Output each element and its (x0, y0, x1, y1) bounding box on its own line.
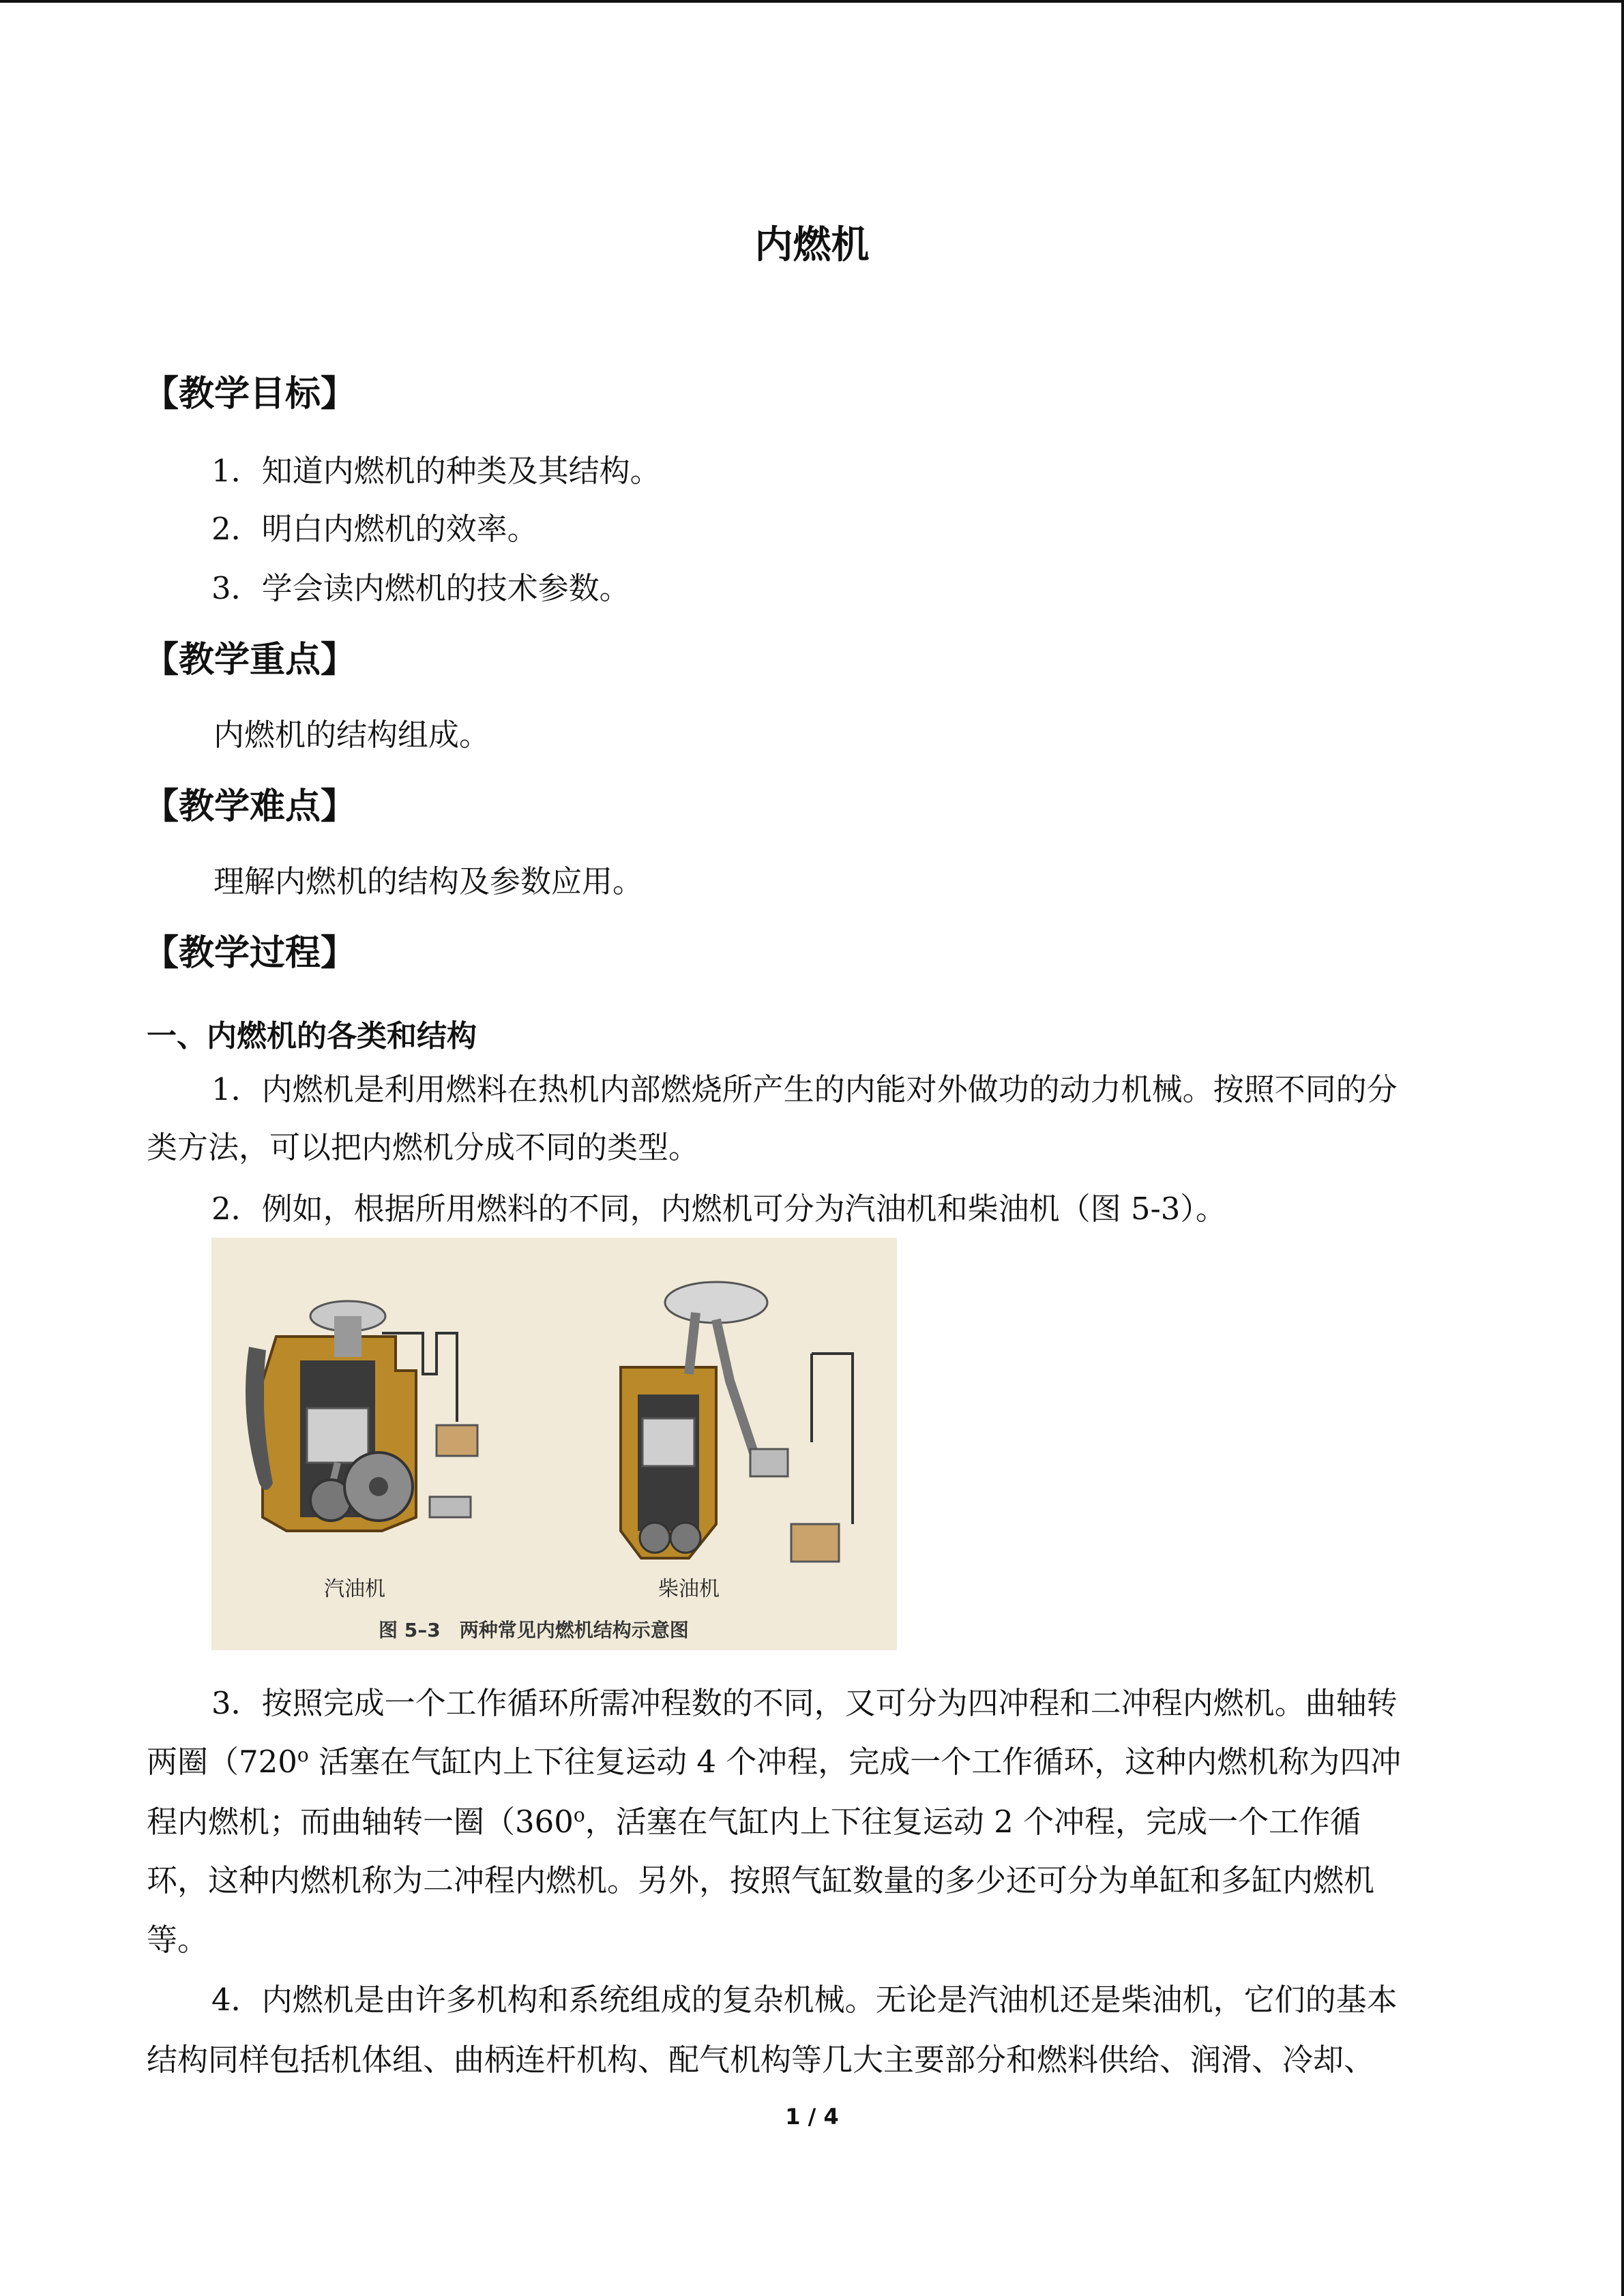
difficulty-heading: 【教学难点】 (143, 786, 357, 827)
paragraph-3-line-2: 两圈（720$^o$ 活塞在气缸内上下往复运动 4 个冲程，完成一个工作循环，这种内燃机称为四冲 (147, 1744, 1402, 1780)
paragraph-3-line-3: 程内燃机；而曲轴转一圈（360$^o$，活塞在气缸内上下往复运动 2 个冲程，完成一个工作循 (147, 1804, 1361, 1840)
paragraph-1-line-1: 1．内燃机是利用燃料在热机内部燃烧所产生的内能对外做功的动力机械。按照不同的分 (211, 1071, 1398, 1107)
difficulty-text: 理解内燃机的结构及参数应用。 (213, 863, 644, 899)
key-text: 内燃机的结构组成。 (213, 717, 490, 753)
figure-label-diesel: 柴油机 (658, 1577, 720, 1601)
paragraph-4-line-1: 4．内燃机是由许多机构和系统组成的复杂机械。无论是汽油机还是柴油机，它们的基本 (211, 1982, 1398, 2018)
page-number: 1 / 4 (785, 2104, 839, 2130)
goal-item: 3．学会读内燃机的技术参数。 (211, 570, 630, 606)
page-title: 内燃机 (754, 223, 870, 267)
key-heading: 【教学重点】 (143, 640, 357, 681)
paragraph-3-line-5: 等。 (147, 1922, 209, 1958)
figure-label-gasoline: 汽油机 (324, 1577, 385, 1601)
paragraph-1-line-2: 类方法，可以把内燃机分成不同的类型。 (147, 1129, 700, 1165)
paragraph-3-line-1: 3．按照完成一个工作循环所需冲程数的不同，又可分为四冲程和二冲程内燃机。曲轴转 (211, 1685, 1398, 1721)
process-heading: 【教学过程】 (143, 933, 357, 974)
engine-figure (211, 1238, 897, 1650)
paragraph-4-line-2: 结构同样包括机体组、曲柄连杆机构、配气机构等几大主要部分和燃料供给、润滑、冷却、 (147, 2042, 1375, 2078)
section-subheading: 一、内燃机的各类和结构 (147, 1019, 477, 1054)
engine-diagram (211, 1238, 897, 1650)
paragraph-3-line-4: 环，这种内燃机称为二冲程内燃机。另外，按照气缸数量的多少还可分为单缸和多缸内燃机 (147, 1862, 1375, 1898)
paragraph-2: 2．例如，根据所用燃料的不同，内燃机可分为汽油机和柴油机（图 5-3）。 (211, 1191, 1226, 1227)
goal-item: 1．知道内燃机的种类及其结构。 (211, 453, 661, 489)
page-right-border (1621, 0, 1624, 2296)
goal-item: 2．明白内燃机的效率。 (211, 511, 538, 547)
page-top-border (0, 0, 1624, 3)
goals-heading: 【教学目标】 (143, 374, 357, 415)
figure-caption: 图 5–3 两种常见内燃机结构示意图 (379, 1619, 689, 1641)
